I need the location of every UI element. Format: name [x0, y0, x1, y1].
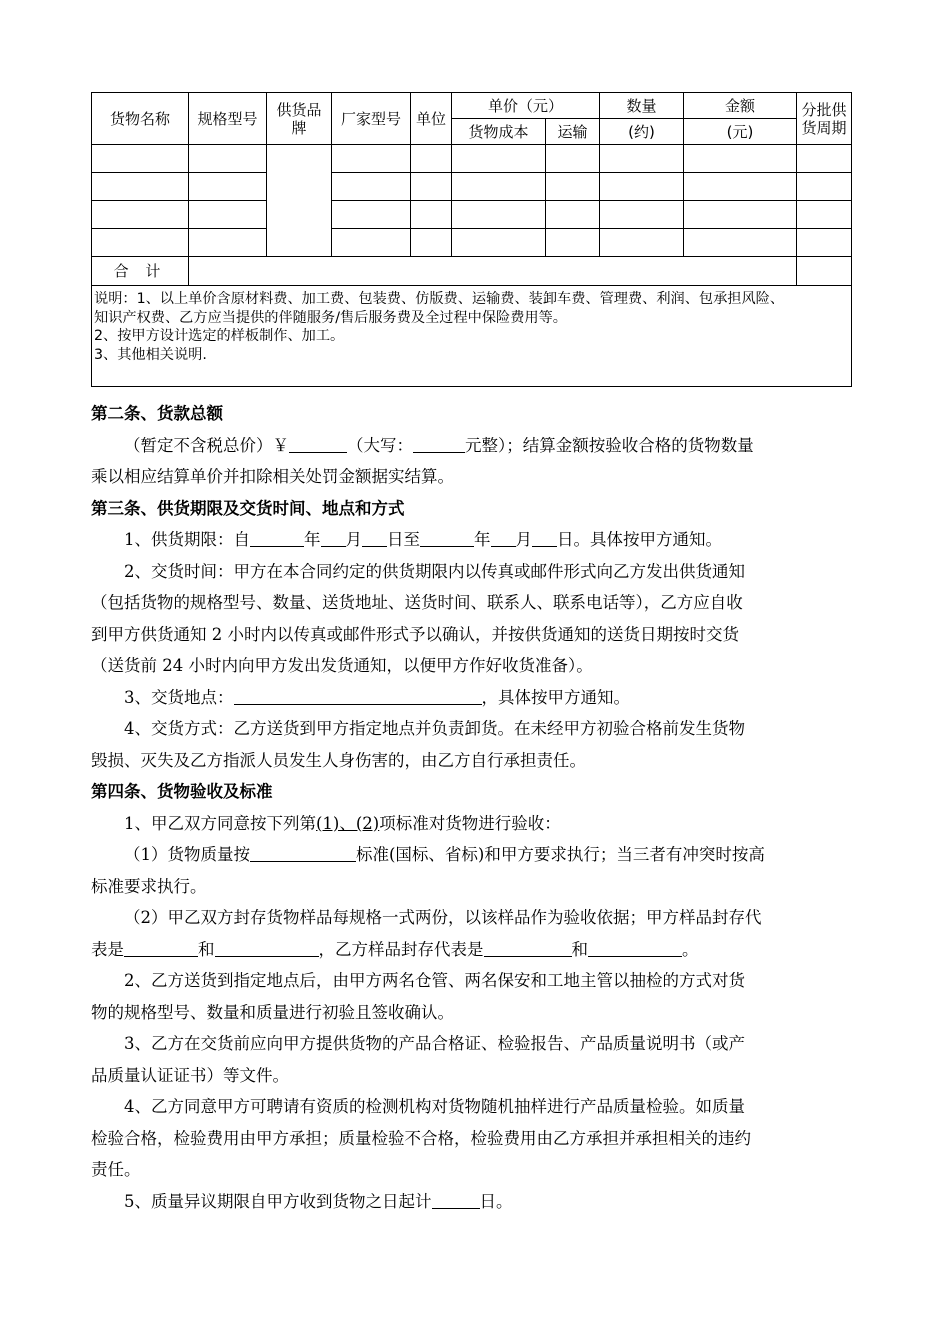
text: 日。 [479, 1191, 513, 1211]
text: 表是 [91, 939, 124, 959]
contract-body [91, 398, 861, 1217]
article-3-title: 第三条、供货期限及交货时间、地点和方式 [91, 498, 405, 518]
blank-total-uppercase[interactable] [413, 436, 465, 453]
table-cell[interactable] [189, 145, 267, 173]
col-header-amount: 金额 [684, 93, 797, 119]
text: （1）货物质量按 [124, 845, 250, 864]
blank-end-day[interactable] [532, 530, 557, 547]
table-cell[interactable] [546, 145, 600, 173]
col-header-name: 货物名称 [92, 93, 189, 145]
article-4-sub-1 [91, 839, 861, 871]
total-label: 合 计 [92, 257, 189, 286]
text: 和 [571, 939, 588, 959]
table-row [92, 145, 852, 173]
note-line-4: 3、其他相关说明. [94, 346, 207, 363]
article-4-item-4-line-2: 检验合格，检验费用由甲方承担；质量检验不合格，检验费用由乙方承担并承担相关的违约 [91, 1128, 751, 1148]
col-header-brand: 供货品牌 [267, 93, 332, 145]
article-3-item-3 [91, 682, 861, 714]
blank-party-a-rep-2[interactable] [215, 940, 319, 957]
table-cell[interactable] [411, 173, 452, 201]
table-cell[interactable] [684, 173, 797, 201]
note-line-1: 说明：1、以上单价含原材料费、加工费、包装费、仿版费、运输费、装卸车费、管理费、利润、包承担风险、 [94, 291, 785, 307]
table-cell[interactable] [189, 173, 267, 201]
table-cell[interactable] [411, 229, 452, 257]
table-cell[interactable] [546, 229, 600, 257]
text: 月 [515, 530, 532, 549]
table-cell[interactable] [797, 173, 852, 201]
article-4-item-4-line-3: 责任。 [91, 1160, 141, 1179]
table-row [92, 201, 852, 229]
table-notes [92, 286, 852, 387]
table-cell[interactable] [411, 145, 452, 173]
table-cell[interactable] [600, 229, 684, 257]
table-cell[interactable] [92, 145, 189, 173]
article-4-item-2-line-2: 物的规格型号、数量和质量进行初验且签收确认。 [91, 1002, 454, 1022]
blank-start-day[interactable] [362, 530, 387, 547]
blank-start-month[interactable] [321, 530, 346, 547]
text: 。 [682, 939, 699, 959]
total-value-cell[interactable] [189, 257, 797, 286]
table-row [92, 229, 852, 257]
table-cell[interactable] [452, 201, 546, 229]
article-3-item-2-line-2: （包括货物的规格型号、数量、送货地址、送货时间、联系人、联系电话等），乙方应自收 [91, 593, 743, 612]
text: 年 [304, 530, 321, 549]
text: 项标准对货物进行验收： [379, 813, 561, 833]
goods-table [91, 92, 852, 387]
note-line-3: 2、按甲方设计选定的样板制作、加工。 [94, 328, 345, 344]
col-header-supply-cycle [797, 93, 852, 145]
text: 日至 [387, 530, 420, 549]
blank-total-price[interactable] [289, 436, 347, 453]
table-cell[interactable] [546, 201, 600, 229]
brand-merged-cell[interactable] [267, 145, 332, 257]
article-2-line-2: 乘以相应结算单价并扣除相关处罚金额据实结算。 [91, 467, 454, 486]
table-cell[interactable] [92, 229, 189, 257]
text: ，乙方样品封存代表是 [318, 939, 484, 959]
text: （暂定不含税总价）￥ [124, 435, 289, 455]
table-cell[interactable] [332, 229, 411, 257]
article-4-sub-2-line-1: （2）甲乙双方封存货物样品每规格一式两份，以该样品作为验收依据；甲方样品封存代 [124, 908, 762, 927]
text: ，具体按甲方通知。 [481, 687, 630, 707]
article-2-line-1 [91, 430, 861, 462]
col-header-qty-unit: (约) [600, 119, 684, 145]
col-header-factory-model: 厂家型号 [332, 93, 411, 145]
article-3-item-2-line-4: （送货前 24 小时内向甲方发出发货通知，以便甲方作好收货准备）。 [91, 656, 593, 675]
table-cell[interactable] [546, 173, 600, 201]
table-cell[interactable] [411, 201, 452, 229]
table-cell[interactable] [600, 173, 684, 201]
article-4-item-4-line-1: 4、乙方同意甲方可聘请有资质的检测机构对货物随机抽样进行产品质量检验。如质量 [124, 1097, 745, 1116]
table-cell[interactable] [452, 145, 546, 173]
text: 1、甲乙双方同意按下列第 [124, 813, 316, 833]
col-header-unit-price: 单价（元） [452, 93, 600, 119]
col-header-unit: 单位 [411, 93, 452, 145]
article-3-item-4-line-1: 4、交货方式：乙方送货到甲方指定地点并负责卸货。在未经甲方初验合格前发生货物 [124, 719, 745, 738]
table-cell[interactable] [600, 201, 684, 229]
article-4-sub-1-line-2: 标准要求执行。 [91, 876, 207, 896]
blank-party-b-rep-2[interactable] [588, 940, 682, 957]
article-3-item-1 [91, 524, 861, 556]
total-row [92, 257, 852, 286]
table-cell[interactable] [92, 173, 189, 201]
col-header-amount-unit: (元) [684, 119, 797, 145]
article-3-item-2-line-1: 2、交货时间：甲方在本合同约定的供货期限内以传真或邮件形式向乙方发出供货通知 [124, 561, 745, 581]
blank-objection-days[interactable] [432, 1192, 480, 1209]
note-line-2: 知识产权费、乙方应当提供的伴随服务/售后服务费及全过程中保险费用等。 [94, 309, 567, 326]
table-cell[interactable] [797, 145, 852, 173]
table-cell[interactable] [189, 201, 267, 229]
blank-party-a-rep-1[interactable] [124, 940, 198, 957]
article-3-item-4-line-2: 毁损、灭失及乙方指派人员发生人身伤害的，由乙方自行承担责任。 [91, 750, 586, 770]
article-3-item-2-line-3: 到甲方供货通知 2 小时内以传真或邮件形式予以确认，并按供货通知的送货日期按时交货 [91, 624, 739, 644]
table-cell[interactable] [684, 229, 797, 257]
text: 5、质量异议期限自甲方收到货物之日起计 [124, 1191, 432, 1211]
article-4-item-3-line-1: 3、乙方在交货前应向甲方提供货物的产品合格证、检验报告、产品质量说明书（或产 [124, 1034, 745, 1053]
text: 元整）；结算金额按验收合格的货物数量 [465, 435, 754, 455]
blank-party-b-rep-1[interactable] [484, 940, 572, 957]
table-cell[interactable] [332, 173, 411, 201]
table-cell[interactable] [332, 145, 411, 173]
article-4-item-1 [91, 808, 861, 840]
selected-standards: (1)、(2) [316, 813, 380, 833]
blank-end-year[interactable] [420, 530, 474, 547]
supply-cycle-line1: 分批供 [801, 100, 847, 119]
text: （大写： [347, 435, 413, 455]
supply-cycle-line2: 货周期 [801, 118, 847, 137]
text: 3、交货地点： [124, 687, 234, 707]
table-row [92, 173, 852, 201]
text: 年 [474, 530, 491, 549]
table-cell[interactable] [797, 229, 852, 257]
table-cell[interactable] [92, 201, 189, 229]
text: 1、供货期限：自 [124, 530, 250, 549]
article-4-item-2-line-1: 2、乙方送货到指定地点后，由甲方两名仓管、两名保安和工地主管以抽检的方式对货 [124, 971, 745, 990]
table-cell[interactable] [332, 201, 411, 229]
table-cell[interactable] [189, 229, 267, 257]
col-header-qty: 数量 [600, 93, 684, 119]
text: 标准(国标、省标)和甲方要求执行；当三者有冲突时按高 [356, 845, 765, 864]
col-header-model: 规格型号 [189, 93, 267, 145]
text: 日。具体按甲方通知。 [557, 530, 722, 549]
table-cell[interactable] [452, 229, 546, 257]
article-4-item-5 [91, 1186, 861, 1218]
blank-delivery-place[interactable] [234, 688, 482, 705]
table-cell[interactable] [684, 201, 797, 229]
table-cell[interactable] [797, 201, 852, 229]
table-cell[interactable] [684, 145, 797, 173]
blank-end-month[interactable] [491, 530, 516, 547]
table-cell[interactable] [452, 173, 546, 201]
article-4-item-3-line-2: 品质量认证证书）等文件。 [91, 1065, 289, 1085]
article-2-title: 第二条、货款总额 [91, 404, 223, 423]
blank-quality-standard[interactable] [250, 845, 356, 862]
article-4-sub-2-line-2 [91, 934, 861, 966]
blank-start-year[interactable] [250, 530, 304, 547]
text: 月 [345, 530, 362, 549]
col-header-goods-cost: 货物成本 [452, 119, 546, 145]
text: 和 [198, 939, 215, 959]
table-cell[interactable] [600, 145, 684, 173]
col-header-transport: 运输 [546, 119, 600, 145]
total-cycle-cell[interactable] [797, 257, 852, 286]
article-4-title: 第四条、货物验收及标准 [91, 782, 273, 801]
